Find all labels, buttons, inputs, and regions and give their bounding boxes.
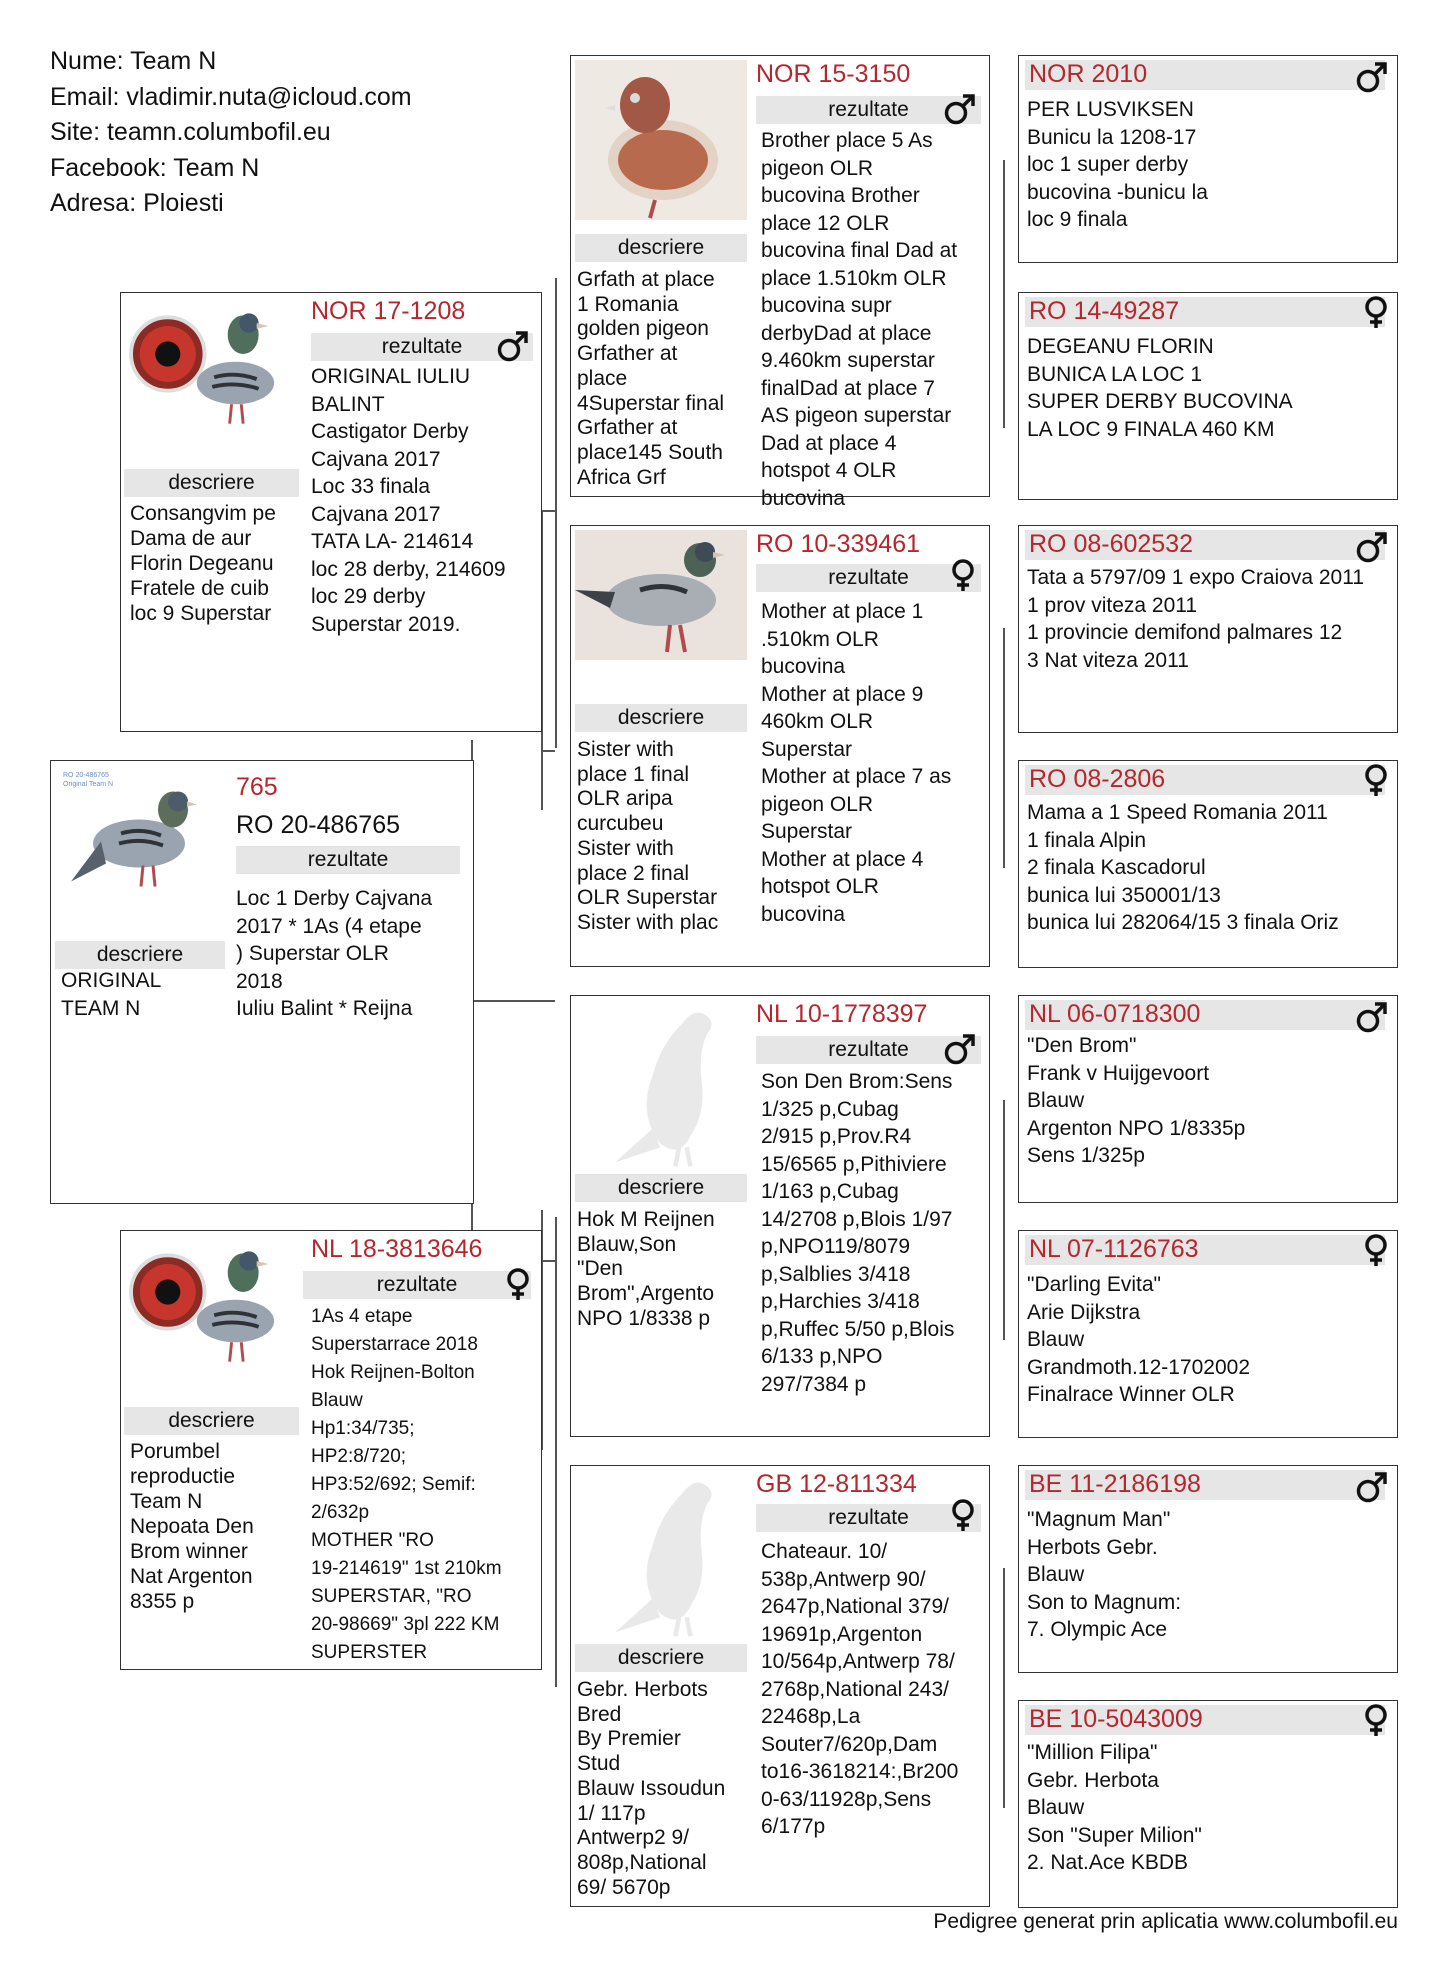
gg-ring: RO 08-602532 <box>1029 530 1194 558</box>
great-grandparent-card[interactable] <box>1018 760 1398 968</box>
connector <box>1003 1100 1005 1340</box>
maternal-grandmother-ring: GB 12-811334 <box>756 1470 917 1498</box>
female-icon <box>1359 763 1393 797</box>
father-results-label: rezultate <box>311 333 533 361</box>
male-icon <box>1355 530 1389 564</box>
maternal-grandfather-description-label: descriere <box>575 1174 747 1202</box>
father-ring: NOR 17-1208 <box>311 297 466 325</box>
great-grandparent-card[interactable] <box>1018 55 1398 263</box>
mother-results-label: rezultate <box>303 1271 531 1299</box>
paternal-grandmother-results: Mother at place 1 .510km OLR bucovina Mother at place 9 460km OLR Superstar Mother at place 7 as pigeon OLR Superstar Mother at place 4 hotspot OLR bucovina <box>761 600 952 926</box>
subject-photo <box>61 769 211 904</box>
gg-text: DEGEANU FLORIN BUNICA LA LOC 1 SUPER DERBY BUCOVINA LA LOC 9 FINALA 460 KM <box>1027 335 1293 441</box>
father-photo <box>127 296 282 441</box>
maternal-grandmother-description: Gebr. Herbots Bred By Premier Stud Blauw Issoudun 1/ 117p Antwerp2 9/ 808p,National 69/ 5670p <box>577 1678 726 1899</box>
owner-address: Adresa: Ploiesti <box>50 189 224 217</box>
father-description: Consangvim pe Dama de aur Florin Degeanu Fratele de cuib loc 9 Superstar <box>130 502 276 625</box>
female-icon <box>1359 1233 1393 1267</box>
maternal-grandfather-photo <box>581 1000 747 1170</box>
footer-credit: Pedigree generat prin aplicatia www.columbofil.eu <box>933 1910 1398 1933</box>
great-grandparent-card[interactable] <box>1018 292 1398 500</box>
great-grandparent-card[interactable] <box>1018 995 1398 1203</box>
paternal-grandmother-description: Sister with place 1 final OLR aripa curcubeu Sister with place 2 final OLR Superstar Sister with plac <box>577 738 719 934</box>
maternal-grandfather-results: Son Den Brom:Sens 1/325 p,Cubag 2/915 p,Prov.R4 15/6565 p,Pithiviere 1/163 p,Cubag 14/2708 p,Blois 1/97 p,NPO119/8079 p,Salblies 3/418 p,Harchies 3/418 p,Ruffec 5/50 p,Blois 6/133 p,NPO 297/7384 p <box>761 1070 955 1396</box>
paternal-grandmother-photo <box>575 530 747 660</box>
male-icon <box>1355 1470 1389 1504</box>
gg-ring: BE 10-5043009 <box>1029 1705 1203 1733</box>
maternal-grandmother-description-label: descriere <box>575 1644 747 1672</box>
father-card[interactable] <box>120 292 542 732</box>
connector <box>541 510 555 512</box>
paternal-grandfather-photo <box>575 60 747 220</box>
female-icon <box>1359 1703 1393 1737</box>
paternal-grandfather-description-label: descriere <box>575 234 747 262</box>
paternal-grandfather-description: Grfath at place 1 Romania golden pigeon Grfather at place 4Superstar final Grfather at place145 South Africa Grf <box>577 268 725 489</box>
connector <box>1003 160 1005 428</box>
gg-text: "Darling Evita" Arie Dijkstra Blauw Grandmoth.12-1702002 Finalrace Winner OLR <box>1027 1273 1250 1406</box>
connector <box>555 278 557 748</box>
gg-text: Tata a 5797/09 1 expo Craiova 2011 1 prov viteza 2011 1 provincie demifond palmares 12 3 Nat viteza 2011 <box>1027 566 1365 672</box>
connector <box>471 1000 555 1002</box>
gg-ring: NOR 2010 <box>1029 60 1148 88</box>
female-icon <box>501 1267 535 1301</box>
gg-text: "Magnum Man" Herbots Gebr. Blauw Son to Magnum: 7. Olympic Ace <box>1027 1508 1182 1641</box>
owner-info <box>50 44 412 222</box>
owner-site[interactable]: Site: teamn.columbofil.eu <box>50 118 331 146</box>
mother-results: 1As 4 etape Superstarrace 2018 Hok Reijnen-Bolton Blauw Hp1:34/735; HP2:8/720; HP3:52/692; Semif: 2/632p MOTHER "RO 19-214619" 1st 210km SUPERSTAR, "RO 20-98669" 3pl 222 KM SUPERSTER <box>311 1306 502 1663</box>
gg-ring: RO 14-49287 <box>1029 297 1180 325</box>
subject-description: ORIGINAL TEAM N <box>61 969 162 1020</box>
maternal-grandmother-card[interactable] <box>570 1465 990 1907</box>
subject-results: Loc 1 Derby Cajvana 2017 * 1As (4 etape ) Superstar OLR 2018 Iuliu Balint * Reijna <box>236 887 433 1020</box>
connector <box>1003 628 1005 868</box>
mother-ring: NL 18-3813646 <box>311 1235 483 1263</box>
gg-text: PER LUSVIKSEN Bunicu la 1208-17 loc 1 super derby bucovina -bunicu la loc 9 finala <box>1027 98 1208 231</box>
mother-card[interactable] <box>120 1230 542 1670</box>
mother-description-label: descriere <box>124 1407 299 1435</box>
great-grandparent-card[interactable] <box>1018 525 1398 733</box>
male-icon <box>1355 1000 1389 1034</box>
male-icon <box>943 92 977 126</box>
gg-ring: NL 06-0718300 <box>1029 1000 1201 1028</box>
female-icon <box>1359 295 1393 329</box>
gg-text: "Million Filipa" Gebr. Herbota Blauw Son "Super Milion" 2. Nat.Ace KBDB <box>1027 1741 1202 1874</box>
father-results: ORIGINAL IULIU BALINT Castigator Derby Cajvana 2017 Loc 33 finala Cajvana 2017 TATA LA- 214614 loc 28 derby, 214609 loc 29 derby Superstar 2019. <box>311 365 506 636</box>
maternal-grandmother-results: Chateaur. 10/ 538p,Antwerp 90/ 2647p,National 379/ 19691p,Argenton 10/564p,Antwerp 78/ 2768p,National 243/ 22468p,La Souter7/620p,Dam to16-3618214:,Br200 0-63/11928p,Sens 6/177p <box>761 1540 959 1838</box>
maternal-grandfather-card[interactable] <box>570 995 990 1437</box>
great-grandparent-card[interactable] <box>1018 1230 1398 1438</box>
maternal-grandmother-results-label: rezultate <box>756 1504 981 1532</box>
great-grandparent-card[interactable] <box>1018 1465 1398 1673</box>
female-icon <box>946 1498 980 1532</box>
paternal-grandmother-ring: RO 10-339461 <box>756 530 921 558</box>
mother-photo <box>127 1234 282 1379</box>
male-icon <box>943 1032 977 1066</box>
paternal-grandmother-results-label: rezultate <box>756 564 981 592</box>
connector <box>555 1217 557 1687</box>
maternal-grandfather-description: Hok M Reijnen Blauw,Son "Den Brom",Argento NPO 1/8338 p <box>577 1208 715 1330</box>
paternal-grandmother-card[interactable] <box>570 525 990 967</box>
gg-ring: NL 07-1126763 <box>1029 1235 1199 1263</box>
subject-results-label: rezultate <box>236 846 460 874</box>
paternal-grandfather-results: Brother place 5 As pigeon OLR bucovina Brother place 12 OLR bucovina final Dad at place 1.510km OLR bucovina supr derbyDad at place 9.460km superstar finalDad at place 7 AS pigeon superstar Dad at place 4 hotspot 4 OLR bucovina <box>761 129 958 510</box>
subject-description-label: descriere <box>55 941 225 969</box>
gg-ring: RO 08-2806 <box>1029 765 1166 793</box>
great-grandparent-card[interactable] <box>1018 1700 1398 1908</box>
gg-text: Mama a 1 Speed Romania 2011 1 finala Alpin 2 finala Kascadorul bunica lui 350001/13 bunica lui 282064/15 3 finala Oriz <box>1027 801 1339 934</box>
subject-card[interactable] <box>50 760 474 1204</box>
father-description-label: descriere <box>124 469 299 497</box>
owner-email[interactable]: Email: vladimir.nuta@icloud.com <box>50 82 412 111</box>
paternal-grandmother-description-label: descriere <box>575 704 747 732</box>
owner-facebook[interactable]: Facebook: Team N <box>50 153 260 182</box>
paternal-grandfather-ring: NOR 15-3150 <box>756 60 911 88</box>
maternal-grandmother-photo <box>581 1470 747 1640</box>
connector <box>541 750 555 752</box>
paternal-grandfather-card[interactable] <box>570 55 990 510</box>
gg-text: "Den Brom" Frank v Huijgevoort Blauw Argenton NPO 1/8335p Sens 1/325p <box>1027 1034 1246 1167</box>
connector <box>1003 1568 1005 1808</box>
gg-ring: BE 11-2186198 <box>1029 1470 1201 1498</box>
maternal-grandfather-ring: NL 10-1778397 <box>756 1000 928 1028</box>
maternal-grandfather-results-label: rezultate <box>756 1036 981 1064</box>
owner-name: Nume: Team N <box>50 47 217 75</box>
subject-name: 765 <box>236 773 278 801</box>
subject-photo-caption: RO 20-486765 Original Team N <box>63 772 114 788</box>
male-icon <box>496 329 530 363</box>
female-icon <box>946 558 980 592</box>
subject-ring: RO 20-486765 <box>236 811 401 839</box>
paternal-grandfather-results-label: rezultate <box>756 96 981 124</box>
male-icon <box>1355 60 1389 94</box>
mother-description: Porumbel reproductie Team N Nepoata Den Brom winner Nat Argenton 8355 p <box>130 1440 254 1613</box>
